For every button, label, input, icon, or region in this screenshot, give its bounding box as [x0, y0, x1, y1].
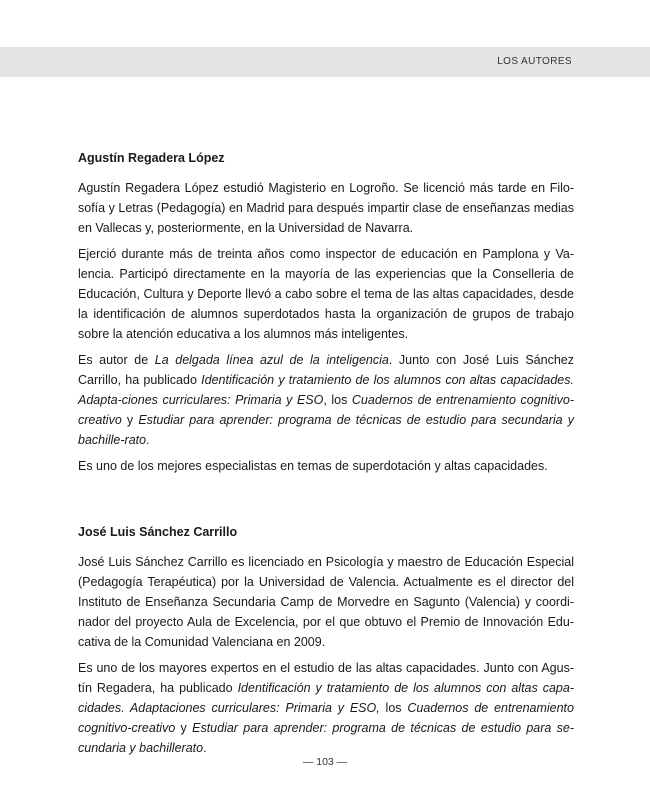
text-run: Es uno de los mayores expertos en el estudio de las altas capacidades. Junto con Agus-tín Regadera, ha publicado — [78, 661, 574, 695]
text-run: Agustín Regadera López estudió Magisterio en Logroño. Se licenció más tarde en Filo-sofía y Letras (Pedagogía) en Madrid para después impartir clase de enseñanzas medias en Vallecas y, posteriormente, en la Universidad de Navarra. — [78, 181, 574, 235]
text-run: Es uno de los mejores especialistas en temas de superdotación y altas capacidades. — [78, 459, 548, 473]
text-run: José Luis Sánchez Carrillo es licenciado en Psicología y maestro de Educación Especial (Pedagogía Terapéutica) por la Universidad de Valencia. Actualmente es el director del Instituto de Enseñanza Secundaria Camp de Morvedre en Sagunto (Valencia) y coordi-nador del proyecto Aula de Excelencia, por el que obtuvo el Premio de Innovación Edu-cativa de la Comunidad Valenciana en 2009. — [78, 555, 574, 649]
bio-paragraph — [78, 178, 574, 238]
text-run: , los — [323, 393, 352, 407]
italic-title: Estudiar para aprender: programa de técnicas de estudio para secundaria y bachille-rato — [78, 413, 574, 447]
italic-title: Identificación y tratamiento de los alumnos con altas capa-cidades. Adaptaciones curriculares: Primaria y ESO, — [78, 681, 574, 715]
bio-paragraph — [78, 350, 574, 450]
bio-paragraph — [78, 658, 574, 758]
italic-title: Identificación y tratamiento de los alumnos con altas capacidades. Adapta-ciones curriculares: Primaria y ESO — [78, 373, 574, 407]
author-section-agustin-regadera — [78, 149, 574, 476]
text-run: los — [379, 701, 408, 715]
text-run: . — [203, 741, 207, 755]
italic-title: Estudiar para aprender: programa de técnicas de estudio para se-cundaria y bachillerato — [78, 721, 574, 755]
italic-title: Cuadernos de entrenamiento cognitivo-creativo — [78, 701, 574, 735]
text-run: y — [121, 413, 139, 427]
author-name: Agustín Regadera López — [78, 151, 225, 165]
author-name: José Luis Sánchez Carrillo — [78, 525, 238, 539]
text-run: . — [146, 433, 150, 447]
bio-paragraph — [78, 456, 574, 476]
text-run: y — [175, 721, 193, 735]
text-run: Es autor de — [78, 353, 155, 367]
bio-paragraph — [78, 552, 574, 652]
section-title: LOS AUTORES — [497, 56, 572, 67]
running-header — [0, 47, 650, 77]
italic-title: La delgada línea azul de la inteligencia — [154, 353, 389, 367]
author-section-jose-luis-sanchez — [78, 523, 574, 758]
bio-paragraph — [78, 244, 574, 344]
text-run: . Junto con José Luis Sánchez Carrillo, ha publicado — [78, 353, 574, 387]
text-run: Ejerció durante más de treinta años como inspector de educación en Pamplona y Va-lencia. Participó directamente en la mayoría de las experiencias que la Conselleria de Educación, Cultura y Deporte llevó a cabo sobre el tema de las altas capacidades, desde la identificación de alumnos superdotados hasta la organización de grupos de trabajo sobre la atención educativa a los alumnos más inteligentes. — [78, 247, 574, 341]
italic-title: Cuadernos de entrenamiento cognitivo-creativo — [78, 393, 574, 427]
page-number: — 103 — — [302, 756, 348, 768]
